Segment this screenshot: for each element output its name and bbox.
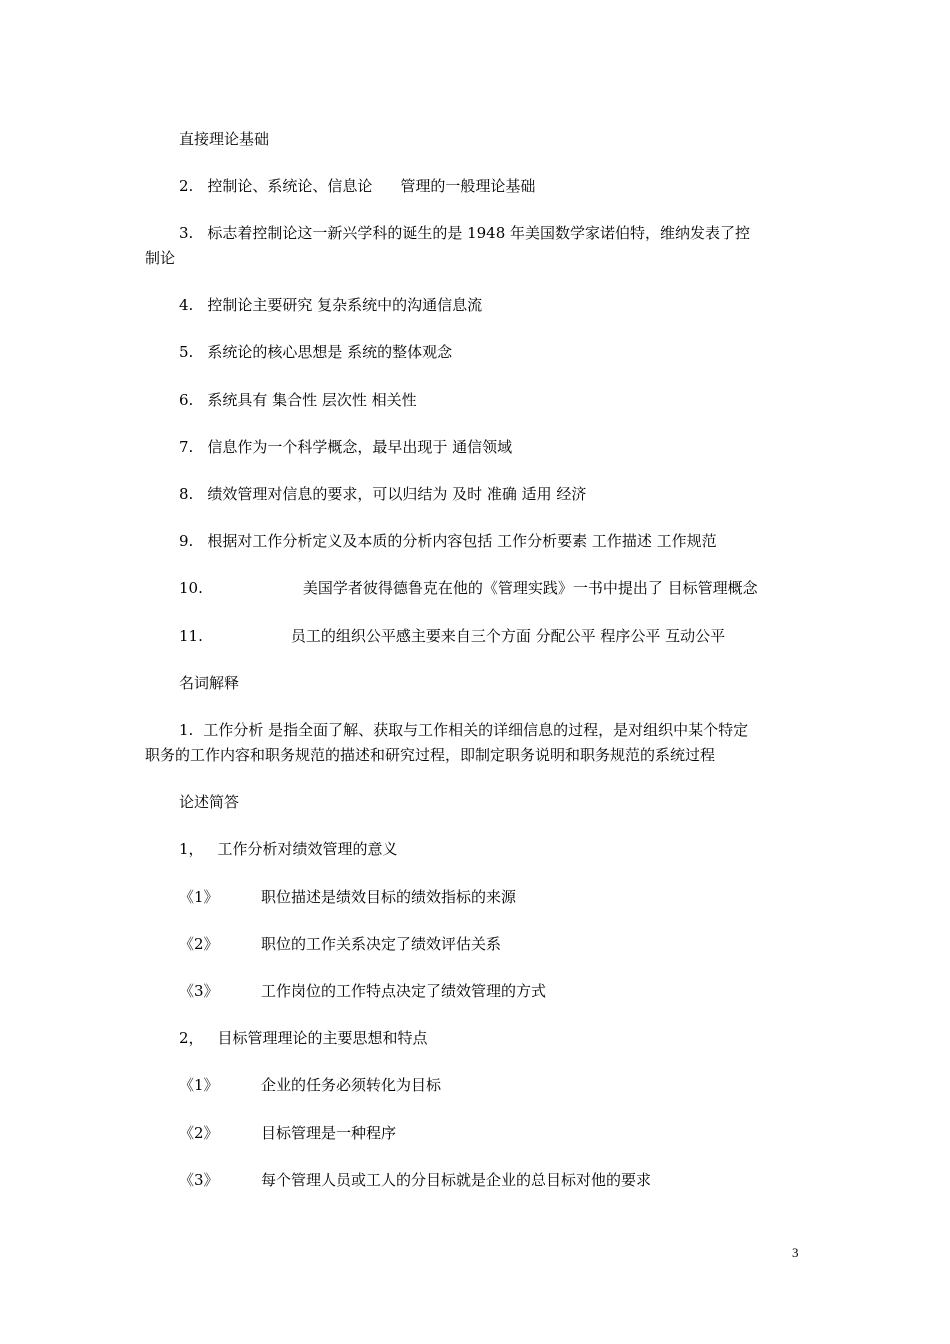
line-text: 工作分析对绩效管理的意义 bbox=[217, 840, 398, 858]
list-item bbox=[145, 576, 815, 600]
section-heading bbox=[145, 671, 815, 695]
line-text: 职位的工作关系决定了绩效评估关系 bbox=[261, 935, 502, 953]
line-text: 工作分析 是指全面了解、获取与工作相关的详细信息的过程，是对组织中某个特定 bbox=[203, 721, 749, 739]
line-text: 企业的任务必须转化为目标 bbox=[261, 1076, 442, 1094]
sub-item bbox=[145, 1121, 815, 1145]
list-item-continuation bbox=[145, 246, 815, 270]
list-item bbox=[145, 529, 815, 553]
line-text: 标志着控制论这一新兴学科的诞生的是 1948 年美国数学家诺伯特，维纳发表了控 bbox=[207, 224, 751, 242]
item-number: 《2》 bbox=[179, 935, 219, 953]
item-number: 《3》 bbox=[179, 982, 219, 1000]
line-text: 直接理论基础 bbox=[179, 130, 270, 148]
list-item bbox=[145, 340, 815, 364]
line-text: 信息作为一个科学概念，最早出现于 通信领域 bbox=[207, 438, 513, 456]
item-number: 7. bbox=[179, 438, 194, 456]
line-text: 论述简答 bbox=[179, 793, 240, 811]
line-text: 制论 bbox=[145, 249, 176, 267]
page-number: 3 bbox=[792, 1245, 799, 1260]
line-text: 员工的组织公平感主要来自三个方面 分配公平 程序公平 互动公平 bbox=[290, 627, 726, 645]
line-text: 目标管理是一种程序 bbox=[261, 1124, 397, 1142]
item-number: 8. bbox=[179, 485, 194, 503]
list-item bbox=[145, 1026, 815, 1050]
line-text: 目标管理理论的主要思想和特点 bbox=[217, 1029, 428, 1047]
list-item bbox=[145, 388, 815, 412]
item-number: 1， bbox=[179, 840, 204, 858]
item-number: 1. bbox=[179, 721, 194, 739]
sub-item bbox=[145, 885, 815, 909]
list-item bbox=[145, 718, 815, 742]
sub-item bbox=[145, 932, 815, 956]
list-item-continuation bbox=[145, 743, 815, 767]
list-item bbox=[145, 174, 815, 198]
list-item bbox=[145, 837, 815, 861]
item-number: 6. bbox=[179, 391, 194, 409]
line-text: 工作岗位的工作特点决定了绩效管理的方式 bbox=[261, 982, 547, 1000]
list-item bbox=[145, 293, 815, 317]
line-text-secondary: 管理的一般理论基础 bbox=[400, 177, 536, 195]
line-text: 每个管理人员或工人的分目标就是企业的总目标对他的要求 bbox=[261, 1171, 652, 1189]
item-number: 《1》 bbox=[179, 1076, 219, 1094]
line-text: 绩效管理对信息的要求，可以归结为 及时 准确 适用 经济 bbox=[207, 485, 587, 503]
line-text: 职位描述是绩效目标的绩效指标的来源 bbox=[261, 888, 517, 906]
line-text: 系统论的核心思想是 系统的整体观念 bbox=[207, 343, 453, 361]
list-item bbox=[145, 624, 815, 648]
item-number: 2. bbox=[179, 177, 194, 195]
line-text: 控制论主要研究 复杂系统中的沟通信息流 bbox=[207, 296, 483, 314]
item-number: 《1》 bbox=[179, 888, 219, 906]
sub-item bbox=[145, 1168, 815, 1192]
text-line bbox=[145, 127, 815, 151]
line-text: 控制论、系统论、信息论 bbox=[207, 177, 373, 195]
line-text: 根据对工作分析定义及本质的分析内容包括 工作分析要素 工作描述 工作规范 bbox=[207, 532, 717, 550]
sub-item bbox=[145, 979, 815, 1003]
item-number: 5. bbox=[179, 343, 194, 361]
line-text: 美国学者彼得德鲁克在他的《管理实践》一书中提出了 目标管理概念 bbox=[302, 579, 758, 597]
list-item bbox=[145, 482, 815, 506]
item-number: 《3》 bbox=[179, 1171, 219, 1189]
line-text: 名词解释 bbox=[179, 674, 240, 692]
item-number: 10. bbox=[179, 579, 203, 597]
item-number: 《2》 bbox=[179, 1124, 219, 1142]
item-number: 9. bbox=[179, 532, 194, 550]
line-text: 职务的工作内容和职务规范的描述和研究过程，即制定职务说明和职务规范的系统过程 bbox=[145, 746, 716, 764]
line-text: 系统具有 集合性 层次性 相关性 bbox=[207, 391, 417, 409]
item-number: 4. bbox=[179, 296, 194, 314]
section-heading bbox=[145, 790, 815, 814]
item-number: 11. bbox=[179, 627, 203, 645]
list-item bbox=[145, 221, 815, 245]
list-item bbox=[145, 435, 815, 459]
item-number: 2， bbox=[179, 1029, 204, 1047]
sub-item bbox=[145, 1073, 815, 1097]
item-number: 3. bbox=[179, 224, 194, 242]
